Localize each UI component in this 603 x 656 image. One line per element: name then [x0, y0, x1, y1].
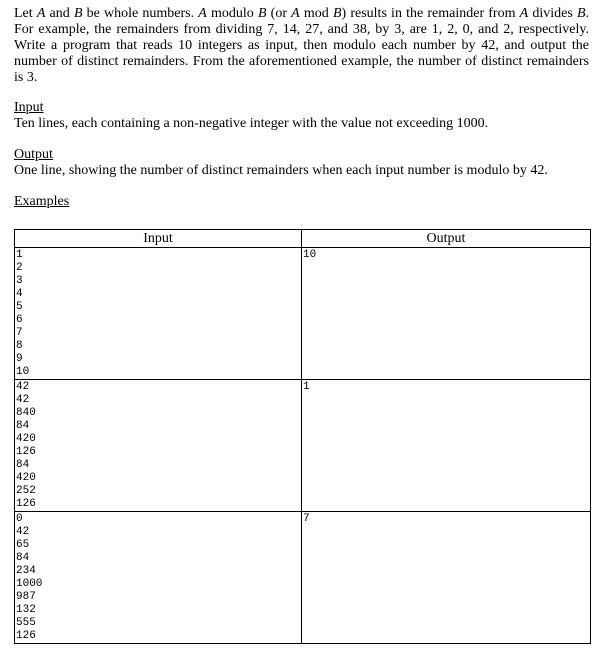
input-line: 2 — [16, 262, 23, 274]
problem-statement — [14, 6, 589, 86]
statement-text: and — [45, 6, 74, 21]
input-line: 84 — [16, 420, 30, 432]
input-line: 840 — [16, 407, 36, 419]
example-input-cell — [15, 512, 302, 644]
output-line: 10 — [303, 249, 317, 261]
var-b: B — [257, 6, 267, 21]
var-b: B — [73, 6, 83, 21]
input-line: 132 — [16, 604, 36, 616]
statement-text: be whole numbers. — [82, 6, 199, 21]
example-output-cell — [302, 248, 591, 380]
statement-text: ) results in the remainder from — [341, 6, 520, 21]
input-line: 65 — [16, 539, 30, 551]
statement-text: Let — [14, 6, 37, 21]
example-output-cell — [302, 380, 591, 512]
statement-text: (or — [266, 6, 292, 21]
input-line: 42 — [16, 526, 30, 538]
var-a: A — [519, 6, 529, 21]
input-section-title: Input — [14, 100, 44, 115]
input-column-header: Input — [15, 230, 302, 248]
output-column-header: Output — [302, 230, 591, 248]
input-line: 84 — [16, 552, 30, 564]
var-a: A — [36, 6, 46, 21]
example-row — [15, 248, 591, 380]
statement-text: mod — [299, 6, 333, 21]
input-line: 42 — [16, 394, 30, 406]
input-line: 555 — [16, 617, 36, 629]
example-row — [15, 512, 591, 644]
example-row — [15, 380, 591, 512]
example-input-cell — [15, 380, 302, 512]
example-output — [303, 249, 590, 262]
input-line: 3 — [16, 275, 23, 287]
output-section-title: Output — [14, 147, 53, 162]
input-line: 420 — [16, 472, 36, 484]
input-line: 8 — [16, 340, 23, 352]
example-input — [16, 381, 301, 511]
var-b: B — [576, 6, 586, 21]
input-line: 6 — [16, 314, 23, 326]
example-input-cell — [15, 248, 302, 380]
example-input — [16, 513, 301, 643]
input-line: 234 — [16, 565, 36, 577]
input-line: 987 — [16, 591, 36, 603]
statement-text: divides — [528, 6, 577, 21]
input-line: 252 — [16, 485, 36, 497]
input-line: 84 — [16, 459, 30, 471]
input-line: 9 — [16, 353, 23, 365]
example-output — [303, 381, 590, 394]
input-line: 126 — [16, 498, 36, 510]
example-output — [303, 513, 590, 526]
input-line: 10 — [16, 366, 30, 378]
statement-text: . For example, the remainders from dividing 7, 14, 27, and 38, by 3, are 1, 2, 0, and 2, respectively. Write a program that reads 10 integers as input, then modulo each number by 42, and output the number of distinct remainders. From the aforementioned example, the number of distinct remainders is 3. — [14, 6, 590, 85]
output-section-body: One line, showing the number of distinct remainders when each input number is modulo by 42. — [14, 163, 548, 178]
input-line: 0 — [16, 513, 23, 525]
examples-section-title: Examples — [14, 194, 70, 209]
input-section-body: Ten lines, each containing a non-negative integer with the value not exceeding 1000. — [14, 116, 489, 131]
input-line: 420 — [16, 433, 36, 445]
input-line: 126 — [16, 446, 36, 458]
input-line: 5 — [16, 301, 23, 313]
input-line: 126 — [16, 630, 36, 642]
input-line: 7 — [16, 327, 23, 339]
examples-section — [14, 194, 589, 210]
input-line: 42 — [16, 381, 30, 393]
output-section — [14, 147, 589, 179]
statement-text: modulo — [206, 6, 258, 21]
output-line: 1 — [303, 381, 310, 393]
var-a: A — [291, 6, 300, 21]
var-a: A — [198, 6, 207, 21]
input-section — [14, 100, 589, 132]
input-line: 4 — [16, 288, 23, 300]
output-line: 7 — [303, 513, 310, 525]
input-line: 1 — [16, 249, 23, 261]
example-input — [16, 249, 301, 379]
var-b: B — [332, 6, 342, 21]
input-line: 1000 — [16, 578, 43, 590]
problem-page — [14, 6, 589, 210]
examples-header-row — [15, 230, 591, 248]
examples-table — [14, 229, 591, 644]
example-output-cell — [302, 512, 591, 644]
